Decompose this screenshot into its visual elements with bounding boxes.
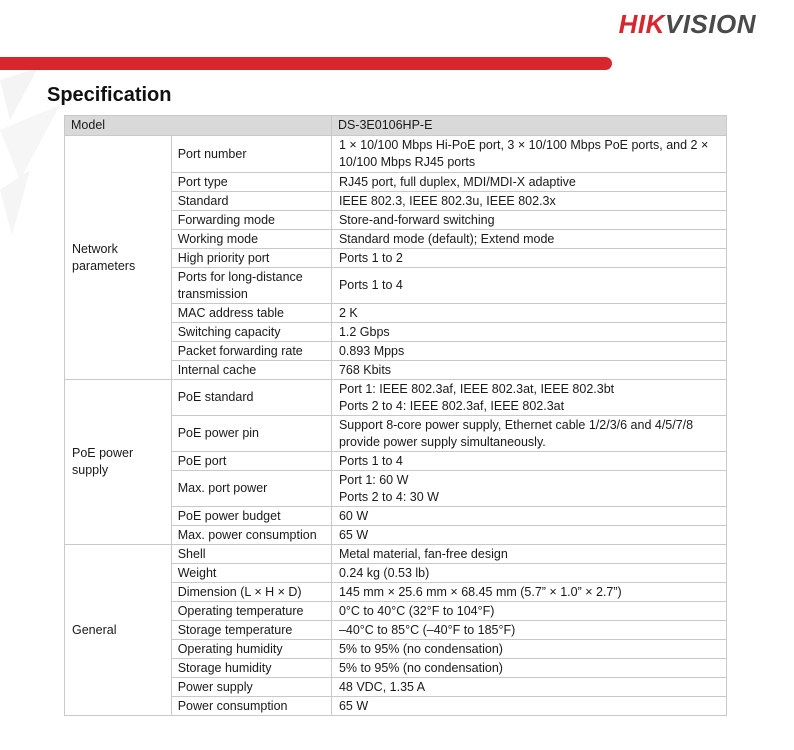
row-value: 65 W [331, 526, 726, 545]
row-label: Max. port power [171, 471, 331, 507]
row-value-line: Port 1: 60 W [338, 472, 409, 487]
row-label: High priority port [171, 249, 331, 268]
row-label: PoE power budget [171, 507, 331, 526]
row-value: 2 K [331, 304, 726, 323]
header-model-value: DS-3E0106HP-E [331, 116, 726, 136]
group-network-parameters: Network parameters [65, 136, 172, 380]
row-value [331, 471, 726, 507]
row-value: 60 W [331, 507, 726, 526]
row-label: Standard [171, 192, 331, 211]
row-value: 768 Kbits [331, 361, 726, 380]
row-label: Power consumption [171, 697, 331, 716]
row-label: Max. power consumption [171, 526, 331, 545]
table-row [65, 545, 727, 564]
row-value: Standard mode (default); Extend mode [331, 230, 726, 249]
row-value: 1 × 10/100 Mbps Hi-PoE port, 3 × 10/100 Mbps PoE ports, and 2 × 10/100 Mbps RJ45 ports [331, 136, 726, 173]
row-value: 0°C to 40°C (32°F to 104°F) [331, 602, 726, 621]
row-label: PoE power pin [171, 416, 331, 452]
row-label: PoE port [171, 452, 331, 471]
row-label: Working mode [171, 230, 331, 249]
row-label: Storage temperature [171, 621, 331, 640]
row-value: –40°C to 85°C (–40°F to 185°F) [331, 621, 726, 640]
table-header-row [65, 116, 727, 136]
row-value: 65 W [331, 697, 726, 716]
row-label: Port number [171, 136, 331, 173]
row-label: Weight [171, 564, 331, 583]
row-value: Metal material, fan-free design [331, 545, 726, 564]
row-value: Ports 1 to 2 [331, 249, 726, 268]
specification-table [64, 115, 727, 716]
row-label: Switching capacity [171, 323, 331, 342]
header-label: Model [65, 116, 332, 136]
row-value: 48 VDC, 1.35 A [331, 678, 726, 697]
row-value-line: Ports 2 to 4: 30 W [338, 489, 439, 504]
logo-red-text: HIK [618, 9, 665, 39]
row-label: Power supply [171, 678, 331, 697]
logo-gray-text: VISION [664, 9, 756, 39]
row-label: Shell [171, 545, 331, 564]
row-label: Internal cache [171, 361, 331, 380]
row-value: Ports 1 to 4 [331, 268, 726, 304]
header-red-bar [0, 57, 612, 70]
row-value-line: Ports 2 to 4: IEEE 802.3af, IEEE 802.3at [338, 398, 565, 413]
row-value: RJ45 port, full duplex, MDI/MDI-X adaptive [331, 173, 726, 192]
row-value: Support 8-core power supply, Ethernet cable 1/2/3/6 and 4/5/7/8 provide power supply simultaneously. [331, 416, 726, 452]
row-label: Port type [171, 173, 331, 192]
row-value-line: Port 1: IEEE 802.3af, IEEE 802.3at, IEEE 802.3bt [338, 381, 615, 396]
row-label: Storage humidity [171, 659, 331, 678]
row-value: 0.893 Mpps [331, 342, 726, 361]
hikvision-logo [619, 9, 756, 40]
group-poe-power-supply: PoE power supply [65, 380, 172, 545]
row-label: Operating temperature [171, 602, 331, 621]
row-value: 145 mm × 25.6 mm × 68.45 mm (5.7” × 1.0” × 2.7”) [331, 583, 726, 602]
row-value [331, 380, 726, 416]
page-title: Specification [47, 84, 172, 106]
row-label: Dimension (L × H × D) [171, 583, 331, 602]
row-value: Store-and-forward switching [331, 211, 726, 230]
row-label: Packet forwarding rate [171, 342, 331, 361]
row-label: MAC address table [171, 304, 331, 323]
row-value: IEEE 802.3, IEEE 802.3u, IEEE 802.3x [331, 192, 726, 211]
row-value: 5% to 95% (no condensation) [331, 659, 726, 678]
row-value: 0.24 kg (0.53 lb) [331, 564, 726, 583]
row-value: 1.2 Gbps [331, 323, 726, 342]
row-value: Ports 1 to 4 [331, 452, 726, 471]
row-label: Ports for long-distance transmission [171, 268, 331, 304]
group-general: General [65, 545, 172, 716]
row-label: Operating humidity [171, 640, 331, 659]
row-label: PoE standard [171, 380, 331, 416]
row-value: 5% to 95% (no condensation) [331, 640, 726, 659]
table-row [65, 380, 727, 416]
table-row [65, 136, 727, 173]
row-label: Forwarding mode [171, 211, 331, 230]
